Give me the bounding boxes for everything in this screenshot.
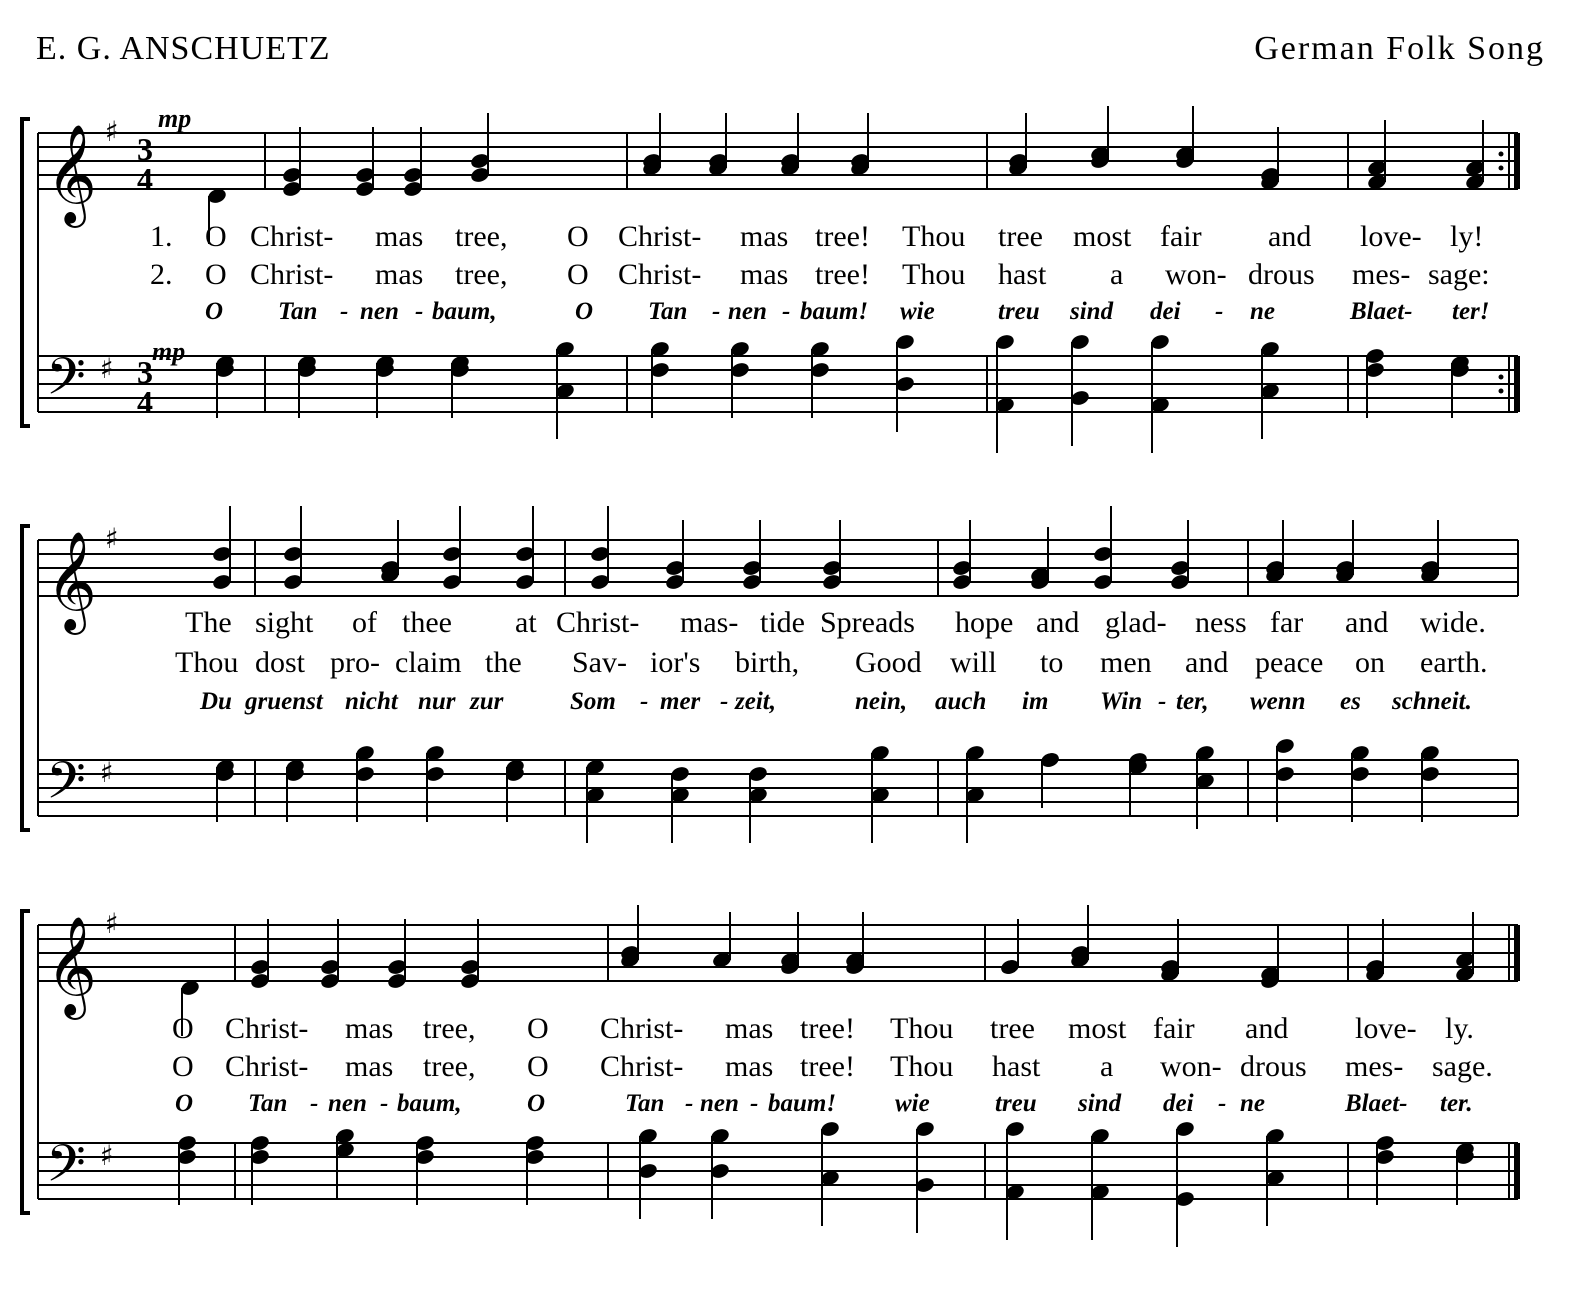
lyric-syllable: mes- bbox=[1352, 258, 1411, 291]
lyric-syllable: sage: bbox=[1428, 258, 1490, 291]
lyric-syllable: ter. bbox=[1440, 1090, 1473, 1117]
lyric-syllable: on bbox=[1355, 646, 1385, 679]
lyric-syllable: O bbox=[527, 1090, 546, 1117]
lyric-syllable: mas bbox=[375, 220, 424, 253]
lyric-syllable: O bbox=[205, 298, 224, 325]
lyric-syllable: auch bbox=[935, 688, 987, 715]
lyric-syllable: tree, bbox=[455, 220, 508, 253]
lyric-syllable: claim bbox=[395, 646, 462, 679]
lyric-syllable: Thou bbox=[902, 220, 966, 253]
key-signature-sharp: ♯ bbox=[105, 115, 119, 148]
lyric-syllable: mas bbox=[725, 1012, 774, 1045]
lyric-syllable: zur bbox=[470, 688, 504, 715]
lyric-syllable: 1. bbox=[150, 220, 173, 253]
lyric-syllable: hast bbox=[998, 258, 1047, 291]
lyric-syllable: sight bbox=[255, 606, 314, 639]
lyric-syllable: ne bbox=[1240, 1090, 1265, 1117]
lyric-syllable: love- bbox=[1355, 1012, 1417, 1045]
lyric-syllable: ness bbox=[1195, 606, 1247, 639]
lyric-syllable: birth, bbox=[735, 646, 800, 679]
lyric-syllable: and bbox=[1036, 606, 1080, 639]
lyric-syllable: O bbox=[527, 1012, 549, 1045]
lyric-syllable: tree, bbox=[455, 258, 508, 291]
lyric-syllable: Christ- bbox=[618, 258, 702, 291]
lyric-syllable: O bbox=[567, 220, 589, 253]
lyric-syllable: - bbox=[640, 688, 649, 715]
lyric-syllable: Blaet- bbox=[1345, 1090, 1408, 1117]
bass-dynamic-mp: mp bbox=[152, 337, 186, 366]
lyric-syllable: Thou bbox=[890, 1012, 954, 1045]
lyric-syllable: nen bbox=[328, 1090, 367, 1117]
lyric-syllable: dei bbox=[1163, 1090, 1194, 1117]
lyric-syllable: Christ- bbox=[250, 258, 334, 291]
system-3-verse-1 bbox=[0, 1012, 1595, 1052]
lyric-syllable: men bbox=[1100, 646, 1152, 679]
lyric-syllable: 2. bbox=[150, 258, 173, 291]
lyric-syllable: gruenst bbox=[245, 688, 323, 715]
lyric-syllable: ior's bbox=[650, 646, 701, 679]
lyric-syllable: wie bbox=[900, 298, 935, 325]
time-signature-bottom: 4 bbox=[137, 384, 153, 420]
treble-clef: 𝄞 bbox=[46, 124, 97, 224]
lyric-syllable: will bbox=[950, 646, 997, 679]
lyric-syllable: O bbox=[175, 1090, 194, 1117]
lyric-syllable: drous bbox=[1240, 1050, 1307, 1083]
lyric-syllable: ne bbox=[1250, 298, 1275, 325]
lyric-syllable: the bbox=[485, 646, 522, 679]
lyric-syllable: nur bbox=[418, 688, 456, 715]
lyric-syllable: and bbox=[1345, 606, 1389, 639]
lyric-syllable: most bbox=[1073, 220, 1132, 253]
lyric-syllable: hope bbox=[955, 606, 1014, 639]
lyric-syllable: ly. bbox=[1445, 1012, 1474, 1045]
lyric-syllable: O bbox=[205, 258, 227, 291]
lyric-syllable: nicht bbox=[345, 688, 398, 715]
lyric-syllable: dei bbox=[1150, 298, 1181, 325]
key-signature-sharp: ♯ bbox=[100, 352, 114, 385]
lyric-syllable: Christ- bbox=[600, 1012, 684, 1045]
lyric-syllable: a bbox=[1100, 1050, 1114, 1083]
lyric-syllable: The bbox=[185, 606, 232, 639]
lyric-syllable: nen bbox=[360, 298, 399, 325]
lyric-syllable: tree! bbox=[800, 1012, 855, 1045]
treble-clef: 𝄞 bbox=[46, 916, 97, 1016]
lyric-syllable: tree! bbox=[815, 220, 870, 253]
lyric-syllable: Tan bbox=[648, 298, 688, 325]
lyric-syllable: Win bbox=[1100, 688, 1143, 715]
lyric-syllable: tree! bbox=[800, 1050, 855, 1083]
lyric-syllable: mas bbox=[740, 220, 789, 253]
lyric-syllable: fair bbox=[1153, 1012, 1195, 1045]
lyric-syllable: sind bbox=[1070, 298, 1114, 325]
system-3-german bbox=[0, 1090, 1595, 1130]
lyric-syllable: tree, bbox=[423, 1050, 476, 1083]
lyric-syllable: pro- bbox=[330, 646, 380, 679]
lyric-syllable: at bbox=[515, 606, 537, 639]
lyric-syllable: - bbox=[1158, 688, 1167, 715]
lyric-syllable: hast bbox=[992, 1050, 1041, 1083]
lyric-syllable: wide. bbox=[1420, 606, 1486, 639]
lyric-syllable: a bbox=[1110, 258, 1124, 291]
lyric-syllable: Thou bbox=[175, 646, 239, 679]
lyric-syllable: ly! bbox=[1450, 220, 1484, 253]
lyric-syllable: Thou bbox=[902, 258, 966, 291]
time-signature-bottom: 4 bbox=[137, 161, 153, 197]
lyric-syllable: Du bbox=[200, 688, 232, 715]
lyric-syllable: earth. bbox=[1420, 646, 1488, 679]
lyric-syllable: - bbox=[380, 1090, 389, 1117]
lyric-syllable: baum, bbox=[432, 298, 497, 325]
lyric-syllable: sind bbox=[1078, 1090, 1122, 1117]
lyric-syllable: mas bbox=[345, 1050, 394, 1083]
lyric-syllable: wie bbox=[895, 1090, 930, 1117]
lyric-syllable: - bbox=[1215, 298, 1224, 325]
lyric-syllable: mes- bbox=[1345, 1050, 1404, 1083]
lyric-syllable: Blaet- bbox=[1350, 298, 1413, 325]
lyric-syllable: zeit, bbox=[735, 688, 776, 715]
lyric-syllable: - bbox=[712, 298, 721, 325]
lyric-syllable: - bbox=[685, 1090, 694, 1117]
lyric-syllable: - bbox=[415, 298, 424, 325]
lyric-syllable: - bbox=[1218, 1090, 1227, 1117]
lyric-syllable: O bbox=[172, 1050, 194, 1083]
lyric-syllable: ter! bbox=[1452, 298, 1490, 325]
lyric-syllable: and bbox=[1245, 1012, 1289, 1045]
lyric-syllable: tree bbox=[998, 220, 1043, 253]
lyric-syllable: dost bbox=[255, 646, 306, 679]
time-signature-top: 3 bbox=[137, 354, 153, 390]
composer-name: E. G. ANSCHUETZ bbox=[36, 30, 331, 67]
lyric-syllable: mas bbox=[740, 258, 789, 291]
lyric-syllable: and bbox=[1268, 220, 1312, 253]
lyric-syllable: - bbox=[340, 298, 349, 325]
lyric-syllable: Christ- bbox=[556, 606, 640, 639]
lyric-syllable: mer bbox=[660, 688, 701, 715]
lyric-syllable: Thou bbox=[890, 1050, 954, 1083]
lyric-syllable: and bbox=[1185, 646, 1229, 679]
lyric-syllable: sage. bbox=[1432, 1050, 1493, 1083]
lyric-syllable: thee bbox=[402, 606, 452, 639]
key-signature-sharp: ♯ bbox=[105, 907, 119, 940]
lyric-syllable: mas bbox=[345, 1012, 394, 1045]
lyric-syllable: Tan bbox=[248, 1090, 288, 1117]
key-signature-sharp: ♯ bbox=[105, 522, 119, 555]
lyric-syllable: most bbox=[1068, 1012, 1127, 1045]
time-signature-top: 3 bbox=[137, 131, 153, 167]
key-signature-sharp: ♯ bbox=[100, 1139, 114, 1172]
lyric-syllable: tree, bbox=[423, 1012, 476, 1045]
song-source: German Folk Song bbox=[1254, 30, 1545, 67]
lyric-syllable: Christ- bbox=[225, 1012, 309, 1045]
lyric-syllable: Christ- bbox=[225, 1050, 309, 1083]
lyric-syllable: mas bbox=[725, 1050, 774, 1083]
lyric-syllable: im bbox=[1022, 688, 1049, 715]
lyric-syllable: far bbox=[1270, 606, 1304, 639]
lyric-syllable: schneit. bbox=[1392, 688, 1472, 715]
lyric-syllable: Som bbox=[570, 688, 616, 715]
lyric-syllable: nen bbox=[700, 1090, 739, 1117]
treble-clef: 𝄞 bbox=[46, 531, 97, 631]
lyric-syllable: O bbox=[172, 1012, 194, 1045]
lyric-syllable: O bbox=[205, 220, 227, 253]
lyric-syllable: baum, bbox=[397, 1090, 462, 1117]
lyric-syllable: Spreads bbox=[820, 606, 915, 639]
end-barline-thick bbox=[1514, 1143, 1520, 1199]
lyric-syllable: wenn bbox=[1250, 688, 1306, 715]
lyric-syllable: won- bbox=[1165, 258, 1227, 291]
lyric-syllable: Christ- bbox=[618, 220, 702, 253]
lyric-syllable: O bbox=[567, 258, 589, 291]
lyric-syllable: won- bbox=[1160, 1050, 1222, 1083]
key-signature-sharp: ♯ bbox=[100, 756, 114, 789]
lyric-syllable: baum! bbox=[800, 298, 869, 325]
lyric-syllable: nein, bbox=[855, 688, 908, 715]
lyric-syllable: es bbox=[1340, 688, 1361, 715]
lyric-syllable: mas- bbox=[680, 606, 739, 639]
lyric-syllable: to bbox=[1040, 646, 1064, 679]
lyric-syllable: love- bbox=[1360, 220, 1422, 253]
lyric-syllable: peace bbox=[1255, 646, 1324, 679]
lyric-syllable: - bbox=[310, 1090, 319, 1117]
lyric-syllable: of bbox=[352, 606, 377, 639]
lyric-syllable: baum! bbox=[768, 1090, 837, 1117]
lyric-syllable: O bbox=[575, 298, 594, 325]
system-3-verse-2 bbox=[0, 1050, 1595, 1090]
lyric-syllable: - bbox=[720, 688, 729, 715]
lyric-syllable: tide bbox=[760, 606, 805, 639]
lyric-syllable: mas bbox=[375, 258, 424, 291]
lyric-syllable: Christ- bbox=[250, 220, 334, 253]
lyric-syllable: O bbox=[527, 1050, 549, 1083]
end-barline-thick bbox=[1514, 925, 1520, 981]
treble-dynamic-mp: mp bbox=[158, 104, 192, 133]
lyric-syllable: glad- bbox=[1105, 606, 1167, 639]
lyric-syllable: Christ- bbox=[600, 1050, 684, 1083]
lyric-syllable: - bbox=[750, 1090, 759, 1117]
lyric-syllable: treu bbox=[995, 1090, 1037, 1117]
bass-clef: 𝄢 bbox=[46, 1133, 86, 1206]
lyric-syllable: nen bbox=[728, 298, 767, 325]
lyric-syllable: fair bbox=[1160, 220, 1202, 253]
lyric-syllable: - bbox=[782, 298, 791, 325]
lyric-syllable: tree! bbox=[815, 258, 870, 291]
lyric-syllable: treu bbox=[998, 298, 1040, 325]
lyric-syllable: drous bbox=[1248, 258, 1315, 291]
lyric-syllable: Sav- bbox=[572, 646, 627, 679]
lyric-syllable: tree bbox=[990, 1012, 1035, 1045]
bass-clef: 𝄢 bbox=[46, 346, 86, 419]
lyric-syllable: Good bbox=[855, 646, 922, 679]
lyric-syllable: Tan bbox=[278, 298, 318, 325]
bass-clef: 𝄢 bbox=[46, 750, 86, 823]
lyric-syllable: ter, bbox=[1176, 688, 1209, 715]
lyric-syllable: Tan bbox=[625, 1090, 665, 1117]
